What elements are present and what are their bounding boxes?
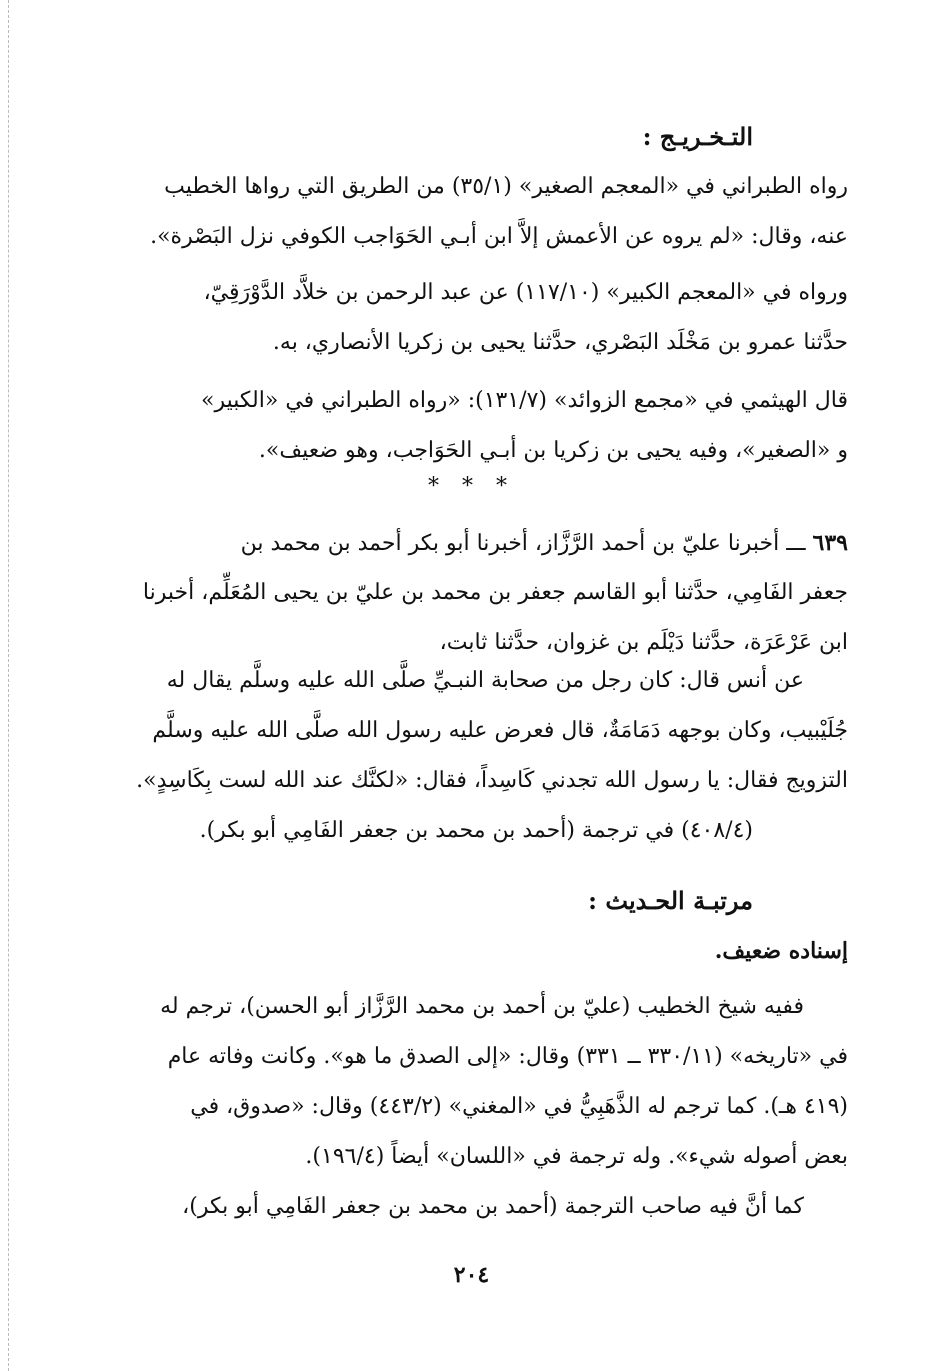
hadith-isnad-line-1 [102, 518, 848, 568]
hadith-matn-line-2: جُلَيْبيب، وكان بوجهه دَمَامَةٌ، قال فعرض عليه رسول الله صلَّى الله عليه وسلَّم [152, 718, 848, 743]
hadith-matn-line-3: التزويج فقال: يا رسول الله تجدني كَاسِداً، فقال: «لكنَّك عند الله لست بِكَاسِدٍ». [136, 768, 848, 793]
takhrij-heading: التـخـريـج : [642, 122, 753, 151]
martaba-heading: مرتبـة الحـديث : [588, 886, 753, 915]
para1-line-1: رواه الطبراني في «المعجم الصغير» (٣٥/١) من الطريق التي رواها الخطيب [164, 174, 848, 199]
para4-line-2: في «تاريخه» (٣٣٠/١١ ــ ٣٣١) وقال: «إلى الصدق ما هو». وكانت وفاته عام [167, 1044, 848, 1069]
reference-line: (٤٠٨/٤) في ترجمة (أحمد بن محمد بن جعفر الفَامِي أبو بكر). [199, 818, 753, 843]
hadith-isnad [102, 518, 848, 668]
hadith-isnad-line-1-text: ـــ أخبرنا عليّ بن أحمد الرَّزَّاز، أخبرنا أبو بكر أحمد بن محمد بن [240, 531, 806, 556]
para3 [102, 376, 848, 476]
reference [102, 806, 848, 856]
takhrij-section [102, 112, 848, 262]
isnad-grade: إسناده ضعيف. [714, 938, 848, 964]
hadith-number: ٦٣٩ [812, 530, 848, 556]
para3-line-1: قال الهيثمي في «مجمع الزوائد» (١٣١/٧): «رواه الطبراني في «الكبير» [201, 388, 848, 413]
scan-edge-line [8, 0, 9, 1371]
para5 [102, 1182, 848, 1232]
para2-line-1: ورواه في «المعجم الكبير» (١١٧/١٠) عن عبد الرحمن بن خلاَّد الدَّوْرَقِيّ، [203, 280, 848, 305]
martaba-section [102, 876, 848, 976]
hadith-isnad-line-2: جعفر الفَامِي، حدَّثنا أبو القاسم جعفر بن محمد بن عليّ بن يحيى المُعَلِّم، أخبرنا [142, 580, 848, 605]
para3-line-2: و «الصغير»، وفيه يحيى بن زكريا بن أبـي الحَوَاجب، وهو ضعيف». [258, 438, 848, 463]
para2-line-2: حدَّثنا عمرو بن مَخْلَد البَصْري، حدَّثنا يحيى بن زكريا الأنصاري، به. [272, 330, 848, 355]
hadith-matn-line-1: عن أنس قال: كان رجل من صحابة النبـيِّ صلَّى الله عليه وسلَّم يقال له [166, 668, 804, 693]
para2 [102, 268, 848, 368]
page-number: ٢٠٤ [453, 1262, 490, 1288]
para4-line-4: بعض أصوله شيء». وله ترجمة في «اللسان» أيضاً (١٩٦/٤). [305, 1144, 848, 1169]
para5-line-1: كما أنَّ فيه صاحب الترجمة (أحمد بن محمد بن جعفر الفَامِي أبو بكر)، [182, 1194, 804, 1219]
hadith-isnad-line-3: ابن عَرْعَرَة، حدَّثنا دَيْلَم بن غزوان، حدَّثنا ثابت، [439, 630, 848, 655]
para4-line-3: (٤١٩ هـ). كما ترجم له الذَّهَبِيُّ في «المغني» (٤٤٣/٢) وقال: «صدوق، في [190, 1094, 848, 1119]
para1-line-2: عنه، وقال: «لم يروه عن الأعمش إلاَّ ابن أبـي الحَوَاجب الكوفي نزل البَصْرة». [150, 224, 848, 249]
hadith-matn [102, 656, 848, 806]
para4-line-1: ففيه شيخ الخطيب (عليّ بن أحمد بن محمد الرَّزَّاز أبو الحسن)، ترجم له [160, 994, 804, 1019]
section-separator: * * * [428, 474, 515, 499]
para4 [102, 982, 848, 1182]
